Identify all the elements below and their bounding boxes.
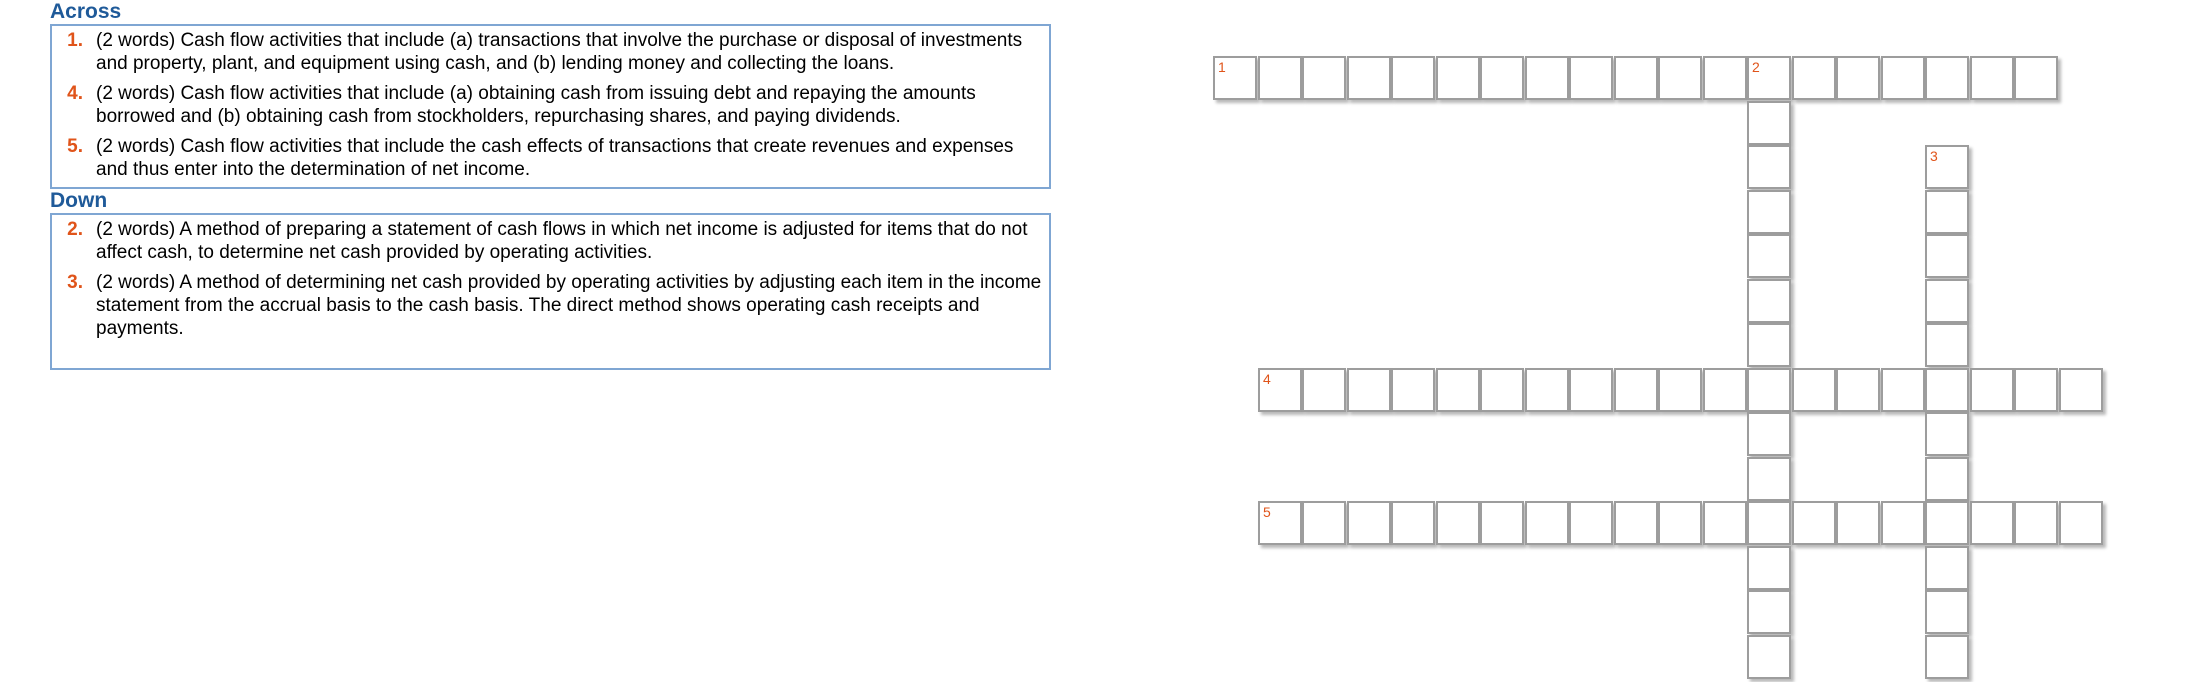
grid-cell[interactable] xyxy=(1391,368,1435,412)
grid-cell[interactable] xyxy=(1925,234,1969,278)
grid-cell[interactable] xyxy=(2014,368,2058,412)
grid-cell[interactable] xyxy=(1925,412,1969,456)
cell-number: 1 xyxy=(1218,59,1226,75)
across-heading: Across xyxy=(50,0,122,23)
grid-cell[interactable] xyxy=(1925,56,1969,100)
clue-number: 1. xyxy=(67,30,83,51)
clue-text: (2 words) Cash flow activities that include the cash effects of transactions that create revenues and expenses and thus enter into the determination of net income. xyxy=(96,136,1014,180)
grid-cell[interactable] xyxy=(1836,501,1880,545)
grid-cell[interactable] xyxy=(1747,590,1791,634)
grid-cell[interactable] xyxy=(1614,56,1658,100)
grid-cell[interactable] xyxy=(2014,501,2058,545)
grid-cell[interactable] xyxy=(1747,323,1791,367)
grid-cell[interactable] xyxy=(1436,56,1480,100)
clue-text: (2 words) A method of preparing a statement of cash flows in which net income is adjusted for items that do not affect cash, to determine net cash provided by operating activities. xyxy=(96,219,1028,263)
grid-cell[interactable] xyxy=(1747,101,1791,145)
grid-cell[interactable] xyxy=(1703,368,1747,412)
grid-cell[interactable] xyxy=(1658,368,1702,412)
grid-cell[interactable] xyxy=(1569,501,1613,545)
grid-cell[interactable] xyxy=(1347,368,1391,412)
grid-cell[interactable] xyxy=(1881,56,1925,100)
clue-number: 4. xyxy=(67,83,83,104)
grid-cell[interactable] xyxy=(1658,56,1702,100)
grid-cell[interactable] xyxy=(1925,190,1969,234)
grid-cell[interactable] xyxy=(1302,501,1346,545)
clue-number: 2. xyxy=(67,219,83,240)
cell-number: 2 xyxy=(1752,59,1760,75)
grid-cell[interactable] xyxy=(1925,279,1969,323)
grid-cell[interactable] xyxy=(1302,368,1346,412)
grid-cell[interactable] xyxy=(1747,56,1791,100)
grid-cell[interactable] xyxy=(1658,501,1702,545)
grid-cell[interactable] xyxy=(1747,368,1791,412)
grid-cell[interactable] xyxy=(1347,501,1391,545)
cell-number: 4 xyxy=(1263,371,1271,387)
grid-cell[interactable] xyxy=(1525,56,1569,100)
clue-text: (2 words) A method of determining net cash provided by operating activities by adjusting each item in the income statement from the accrual basis to the cash basis. The direct method shows operating cash receipts and payments. xyxy=(96,272,1042,339)
grid-cell[interactable] xyxy=(1970,56,2014,100)
grid-cell[interactable] xyxy=(2059,501,2103,545)
grid-cell[interactable] xyxy=(1569,56,1613,100)
grid-cell[interactable] xyxy=(1258,368,1302,412)
clue-text: (2 words) Cash flow activities that include (a) transactions that involve the purchase or disposal of investments and property, plant, and equipment using cash, and (b) lending money and collecting the loans. xyxy=(96,30,1023,74)
grid-cell[interactable] xyxy=(1747,457,1791,501)
grid-cell[interactable] xyxy=(1925,368,1969,412)
grid-cell[interactable] xyxy=(1747,279,1791,323)
down-heading: Down xyxy=(50,189,108,212)
grid-cell[interactable] xyxy=(1703,56,1747,100)
grid-cell[interactable] xyxy=(1436,368,1480,412)
grid-cell[interactable] xyxy=(1747,234,1791,278)
grid-cell[interactable] xyxy=(1925,457,1969,501)
cell-number: 5 xyxy=(1263,504,1271,520)
grid-cell[interactable] xyxy=(1925,590,1969,634)
grid-cell[interactable] xyxy=(1391,501,1435,545)
grid-cell[interactable] xyxy=(1970,501,2014,545)
clue-number: 3. xyxy=(67,272,83,293)
grid-cell[interactable] xyxy=(1925,501,1969,545)
grid-cell[interactable] xyxy=(1881,501,1925,545)
grid-cell[interactable] xyxy=(1836,56,1880,100)
grid-cell[interactable] xyxy=(1747,190,1791,234)
grid-cell[interactable] xyxy=(1792,56,1836,100)
grid-cell[interactable] xyxy=(1525,368,1569,412)
grid-cell[interactable] xyxy=(1970,368,2014,412)
clue-number: 5. xyxy=(67,136,83,157)
grid-cell[interactable] xyxy=(1747,145,1791,189)
grid-cell[interactable] xyxy=(1347,56,1391,100)
grid-cell[interactable] xyxy=(1614,368,1658,412)
grid-cell[interactable] xyxy=(1703,501,1747,545)
grid-cell[interactable] xyxy=(1747,501,1791,545)
grid-cell[interactable] xyxy=(1747,412,1791,456)
grid-cell[interactable] xyxy=(1480,368,1524,412)
grid-cell[interactable] xyxy=(1836,368,1880,412)
grid-cell[interactable] xyxy=(1925,546,1969,590)
grid-cell[interactable] xyxy=(1480,501,1524,545)
grid-cell[interactable] xyxy=(1525,501,1569,545)
grid-cell[interactable] xyxy=(1480,56,1524,100)
grid-cell[interactable] xyxy=(1614,501,1658,545)
grid-cell[interactable] xyxy=(1925,145,1969,189)
grid-cell[interactable] xyxy=(1747,546,1791,590)
grid-cell[interactable] xyxy=(1213,56,1257,100)
cell-number: 3 xyxy=(1930,148,1938,164)
clue-text: (2 words) Cash flow activities that include (a) obtaining cash from issuing debt and repaying the amounts borrowed and (b) obtaining cash from stockholders, repurchasing shares, and paying dividends. xyxy=(96,83,976,127)
grid-cell[interactable] xyxy=(2059,368,2103,412)
grid-cell[interactable] xyxy=(1925,635,1969,679)
grid-cell[interactable] xyxy=(1569,368,1613,412)
grid-cell[interactable] xyxy=(1881,368,1925,412)
grid-cell[interactable] xyxy=(1436,501,1480,545)
grid-cell[interactable] xyxy=(1747,635,1791,679)
grid-cell[interactable] xyxy=(1925,323,1969,367)
grid-cell[interactable] xyxy=(1258,56,1302,100)
grid-cell[interactable] xyxy=(1302,56,1346,100)
grid-cell[interactable] xyxy=(1258,501,1302,545)
grid-cell[interactable] xyxy=(1391,56,1435,100)
grid-cell[interactable] xyxy=(1792,501,1836,545)
grid-cell[interactable] xyxy=(1792,368,1836,412)
grid-cell[interactable] xyxy=(2014,56,2058,100)
